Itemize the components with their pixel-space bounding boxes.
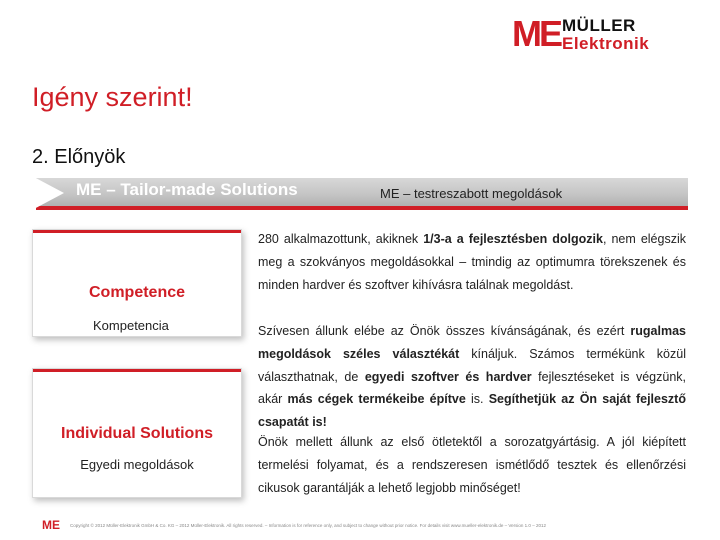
banner-title-hu: ME – testreszabott megoldások <box>380 186 563 201</box>
banner-title-en: ME – Tailor-made Solutions <box>76 180 298 199</box>
competence-card <box>32 229 242 337</box>
bold-text-run: más cégek termékeibe építve <box>287 392 466 407</box>
bold-text-run: 1/3-a a fejlesztésben dolgozik <box>423 232 603 246</box>
paragraph-3 <box>258 431 686 499</box>
paragraph-2 <box>258 320 686 434</box>
text-run: 280 alkalmazottunk, akiknek <box>258 232 424 246</box>
logo-mark: ME <box>512 13 560 54</box>
individual-solutions-card <box>32 368 242 498</box>
slide-title: Igény szerint! <box>32 82 193 112</box>
card-title: Competence <box>88 284 186 301</box>
text-run: kínáljuk. Számos termékünk közül választhatnak, de <box>258 346 686 384</box>
text-run: , nem elégszik meg a szokványos megoldásokkal – tmindig az optimumra törekszenek és minden hardver és szoftver kihívásra találnak megoldást. <box>258 232 686 292</box>
text-run: Önök mellett állunk az első ötletektől a sorozatgyártásig. A jól kiépített termelési folyamat, és a rendszeresen ismétlődő tesztek és ellenőrzési cikusok garantálják a lehető legjobb minőséget! <box>258 435 686 495</box>
footer <box>42 520 682 534</box>
bold-text-run: egyedi szoftver és hardver <box>364 369 532 384</box>
text-run: is. <box>465 392 489 407</box>
card-subtitle: Egyedi megoldások <box>80 457 194 472</box>
card-subtitle: Kompetencia <box>93 318 169 333</box>
banner-arrow-icon <box>32 176 64 210</box>
footer-copyright: Copyright © 2012 Müller-Elektronik GmbH & Co. KG – 2012 Müller-Elektronik. All rights reserved. – Information is for reference only, and subject to change without prior notice. For details visit www.mueller-elektronik.de – Version 1.0 – 2012 <box>70 523 546 528</box>
text-run: Szívesen állunk elébe az Önök összes kívánságának, és ezért <box>258 324 631 338</box>
card-accent-bar <box>33 230 241 233</box>
bold-text-run: Segíthetjük az Ön saját fejlesztő csapatát is! <box>258 392 686 430</box>
bold-text-run: rugalmas megoldások széles választékát <box>258 324 686 361</box>
paragraph-1 <box>258 228 686 296</box>
slide-subtitle: 2. Előnyök <box>32 146 126 168</box>
footer-logo: ME <box>42 518 60 532</box>
card-title: Individual Solutions <box>61 425 213 442</box>
logo-text-mueller: MÜLLER <box>562 16 636 35</box>
card-accent-bar <box>33 369 241 372</box>
logo-text-elektronik: Elektronik <box>562 34 650 53</box>
text-run: fejlesztéseket is végzünk, akár <box>258 369 686 407</box>
mueller-elektronik-logo <box>512 14 674 54</box>
banner-underline <box>36 206 688 210</box>
